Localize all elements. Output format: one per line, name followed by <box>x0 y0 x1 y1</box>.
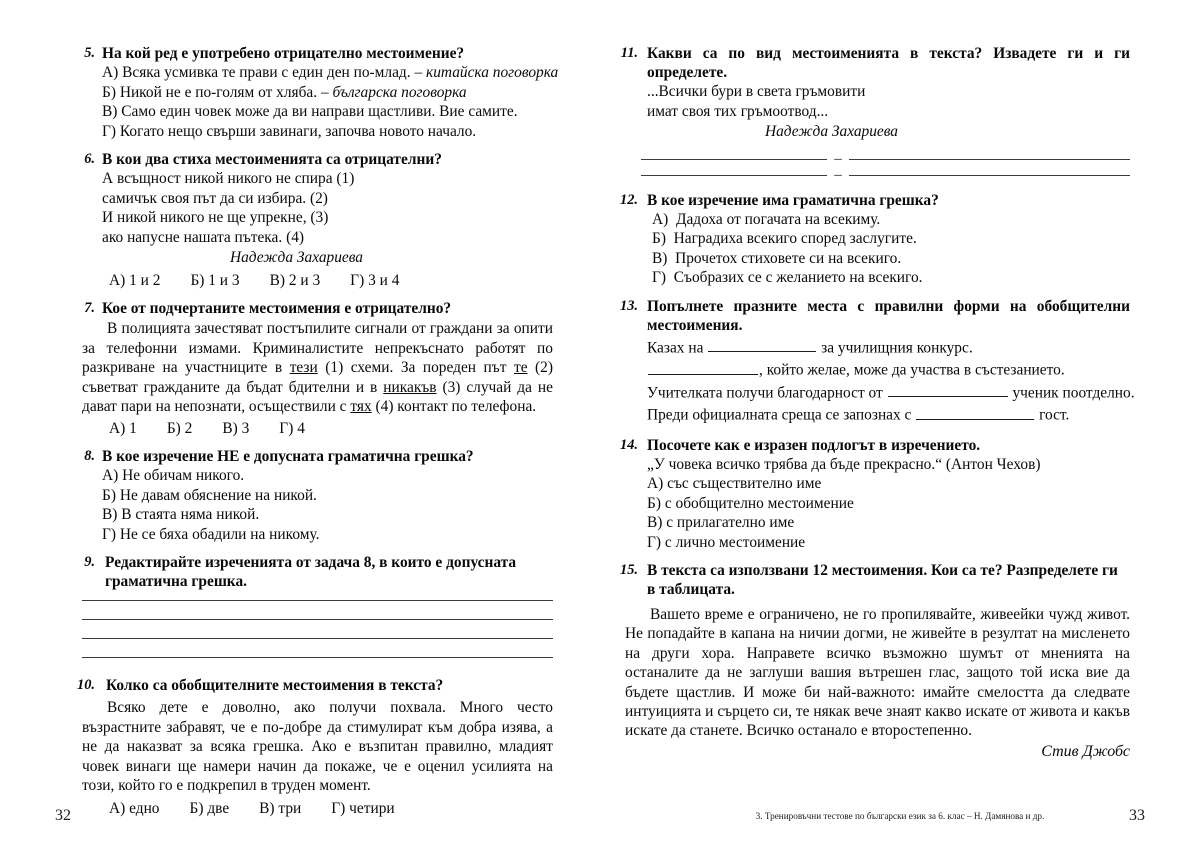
option-item[interactable] <box>350 271 399 290</box>
answer-pair-row <box>641 166 1130 183</box>
fill-after: ученик поотделно. <box>1008 384 1135 402</box>
underlined-pronoun-1: тези <box>289 359 318 377</box>
answer-line-long[interactable] <box>849 175 1130 176</box>
question-6-heading <box>82 150 553 169</box>
option-letter: Б) <box>189 799 204 817</box>
option-letter: Г) <box>647 533 662 551</box>
question-12-options <box>652 210 1130 288</box>
option-text: Когато нещо свърши завинаги, започва новото начало. <box>119 122 477 140</box>
page-number-left: 32 <box>55 807 71 824</box>
option-row[interactable] <box>102 486 553 505</box>
option-text: Не обичам никого. <box>122 467 245 485</box>
question-6-number: 6. <box>84 151 95 168</box>
option-text: 4 <box>297 419 305 437</box>
question-13-heading <box>620 297 1130 335</box>
option-text: едно <box>129 799 160 817</box>
option-item[interactable] <box>190 799 230 818</box>
option-letter: Г) <box>102 525 117 543</box>
option-row[interactable] <box>652 268 1130 287</box>
option-row[interactable] <box>102 466 553 485</box>
fill-in-line <box>647 359 1130 382</box>
question-7-number: 7. <box>84 300 95 317</box>
question-10 <box>77 676 553 818</box>
question-9-number: 9. <box>84 554 95 571</box>
question-9 <box>82 553 553 658</box>
question-7-heading <box>82 299 553 318</box>
answer-line[interactable] <box>82 638 553 639</box>
question-7-paragraph <box>82 319 553 416</box>
question-12 <box>620 191 1130 288</box>
option-text: 2 <box>184 419 193 437</box>
option-text: Само един човек може да ви направи щастливи. Вие самите. <box>121 103 518 121</box>
answer-line[interactable] <box>82 619 553 620</box>
option-item[interactable] <box>270 271 321 290</box>
answer-line-short[interactable] <box>641 159 827 160</box>
option-letter: В) <box>647 514 663 532</box>
option-letter: Б) <box>190 271 205 289</box>
question-13 <box>620 297 1135 427</box>
paragraph-text: В полицията зачестяват постъпилите сигнали от граждани за опити за телефонни измами. Криминалистите непрекъснато работят по разкриване на участниците в <box>82 320 553 377</box>
question-5-options <box>102 63 559 141</box>
question-5-number: 5. <box>84 45 95 61</box>
option-text: Дадоха от погачата на всекиму. <box>675 210 881 228</box>
question-6-verse <box>102 169 553 267</box>
question-6 <box>82 150 553 290</box>
option-text: 1 и 3 <box>208 271 240 289</box>
pair-separator: – <box>834 150 842 167</box>
option-item[interactable] <box>167 419 193 438</box>
question-12-title: В кое изречение има граматична грешка? <box>647 191 939 209</box>
paragraph-text: (3) случай да не дават пари на непознати, осъществили с <box>82 378 553 416</box>
option-text: Никой не е по-голям от хляба. – <box>119 83 333 101</box>
option-letter: Б) <box>102 486 116 504</box>
option-letter: Г) <box>279 419 294 437</box>
option-text: 1 <box>129 419 137 437</box>
paragraph-text: (1) схеми. За пореден път <box>317 359 514 377</box>
option-letter: Г) <box>652 269 667 287</box>
option-text: с лично местоимение <box>664 533 806 551</box>
question-7-inline-options <box>109 419 553 438</box>
option-text: 3 и 4 <box>368 271 400 289</box>
option-text: Не се бяха обадили на никому. <box>119 525 320 543</box>
question-11-answer-area <box>625 150 1130 183</box>
option-text: Прочетох стиховете си на всекиго. <box>675 249 902 267</box>
verse-line: И никой никого не ще упрекне, (3) <box>102 209 329 227</box>
option-letter: Б) <box>647 494 661 512</box>
question-13-number: 13. <box>620 297 638 314</box>
option-letter: В) <box>102 103 118 121</box>
question-6-title: В кои два стиха местоименията са отрицателни? <box>102 151 442 169</box>
question-15-heading <box>620 561 1130 599</box>
underlined-pronoun-2: те <box>513 359 528 377</box>
question-8-heading <box>82 447 553 466</box>
option-letter: Г) <box>350 271 365 289</box>
option-letter: В) <box>652 249 668 267</box>
option-letter: В) <box>102 506 118 524</box>
option-row[interactable] <box>647 513 1130 532</box>
running-footer: 3. Тренировъчни тестове по български език за 6. клас – Н. Дамянова и др. <box>755 811 1045 821</box>
option-letter: А) <box>102 467 119 485</box>
fill-in-blank[interactable] <box>648 359 758 375</box>
question-11-verse <box>647 82 1130 141</box>
option-text: с обобщително местоимение <box>664 494 854 512</box>
pair-separator: – <box>834 166 842 183</box>
question-10-paragraph: Всяко дете е доволно, ако получи похвала. Много често възрастните забравят, че е по-добре да стимулират към добра изява, а не да наказват за всяка грешка. Ако е възпитан правилно, младият човек винаги ще намери начин да покаже, че е оценил усилията на този, който го е подкрепил в труден момент. <box>82 699 553 795</box>
page-right <box>600 0 1200 852</box>
question-6-inline-options <box>109 271 553 290</box>
question-8-number: 8. <box>84 448 95 465</box>
page-number-right: 33 <box>1129 807 1145 824</box>
question-13-title: Попълнете празните места с правилни форми на обобщителни местоимения. <box>647 297 1130 334</box>
fill-after: гост. <box>1035 406 1070 424</box>
option-text: 1 и 2 <box>129 271 161 289</box>
verse-attribution: Надежда Захариева <box>230 249 364 267</box>
option-letter: Б) <box>652 230 666 248</box>
question-11-number: 11. <box>620 45 638 61</box>
question-11 <box>620 44 1130 183</box>
fill-before: Учителката получи благодарност от <box>647 384 887 402</box>
question-15-attribution: Стив Джобс <box>1041 742 1130 760</box>
fill-in-blank[interactable] <box>916 404 1034 420</box>
question-14 <box>620 436 1130 553</box>
question-10-title: Колко са обобщителните местоимения в текста? <box>106 677 444 695</box>
option-letter: А) <box>652 210 669 228</box>
question-5 <box>82 44 559 141</box>
question-14-body <box>647 455 1130 552</box>
fill-in-blank[interactable] <box>888 382 1008 398</box>
fill-in-line <box>647 404 1130 427</box>
question-14-number: 14. <box>620 436 638 453</box>
question-9-answer-area <box>82 600 553 658</box>
option-text: 2 и 3 <box>288 271 321 289</box>
fill-before: Казах на <box>647 339 708 357</box>
option-row[interactable] <box>102 102 553 121</box>
option-source: китайска поговорка <box>426 64 559 82</box>
option-row[interactable] <box>652 210 1130 229</box>
option-letter: А) <box>109 799 126 817</box>
fill-after: , който желае, може да участва в състезанието. <box>759 361 1065 379</box>
option-letter: В) <box>222 419 238 437</box>
question-13-fill-in-area <box>647 337 1135 427</box>
paragraph-text: (2) съветват гражданите да бъдат бдителни и в <box>82 359 554 396</box>
underlined-pronoun-4: тях <box>350 398 372 416</box>
option-row[interactable] <box>652 229 1130 248</box>
option-letter: В) <box>269 271 285 289</box>
left-column <box>77 44 559 818</box>
option-item[interactable] <box>190 271 239 290</box>
verse-line: имат своя тих гръмоотвод... <box>647 102 829 120</box>
question-10-heading <box>77 676 553 695</box>
question-10-inline-options <box>109 799 553 818</box>
option-text: 3 <box>241 419 250 437</box>
option-text: със съществително име <box>667 475 822 493</box>
question-5-title: На кой ред е употребено отрицателно местоимение? <box>102 45 465 62</box>
question-12-heading <box>620 191 1130 210</box>
option-row[interactable] <box>102 505 553 524</box>
option-text: четири <box>349 799 395 817</box>
option-letter: Б) <box>102 83 116 101</box>
option-row[interactable] <box>102 525 553 544</box>
paragraph-text: (4) контакт по телефона. <box>371 398 537 416</box>
answer-line-long[interactable] <box>849 159 1130 160</box>
option-row[interactable] <box>102 63 559 82</box>
option-text: Съобразих се с желанието на всекиго. <box>673 269 923 287</box>
question-9-heading <box>82 553 553 591</box>
underlined-pronoun-3: никакъв <box>383 378 437 396</box>
option-row[interactable] <box>652 249 1130 268</box>
verse-attribution: Надежда Захариева <box>765 123 899 141</box>
question-14-heading <box>620 436 1130 455</box>
question-10-number: 10. <box>77 677 95 694</box>
question-7-title: Кое от подчертаните местоимения е отрицателно? <box>102 300 452 318</box>
option-letter: А) <box>102 64 119 82</box>
verse-line: ако напусне нашата пътека. (4) <box>102 228 305 246</box>
option-letter: А) <box>109 271 126 289</box>
answer-line[interactable] <box>82 600 553 601</box>
option-letter: Б) <box>166 419 181 437</box>
question-8-title: В кое изречение НЕ е допусната граматична грешка? <box>102 448 474 466</box>
option-row[interactable] <box>647 494 1130 513</box>
question-14-quote: „У човека всичко трябва да бъде прекрасно.“ (Антон Чехов) <box>647 455 1041 473</box>
option-text: три <box>278 799 302 817</box>
option-text: В стаята няма никой. <box>121 506 260 524</box>
verse-line: самичък своя път да си избира. (2) <box>102 189 328 207</box>
fill-before: Преди официалната среща се запознах с <box>647 406 916 424</box>
option-text: с прилагателно име <box>666 514 795 532</box>
option-letter: А) <box>109 419 126 437</box>
question-14-title: Посочете как е изразен подлогът в изречението. <box>647 436 981 454</box>
option-text: две <box>207 799 230 817</box>
option-letter: В) <box>259 799 275 817</box>
question-8 <box>82 447 553 544</box>
option-item[interactable] <box>109 419 137 438</box>
option-text: Не давам обяснение на никой. <box>119 486 317 504</box>
verse-line: ...Всички бури в света гръмовити <box>647 83 866 101</box>
option-item[interactable] <box>222 419 249 438</box>
option-row[interactable] <box>647 474 1130 493</box>
option-letter: Г) <box>331 799 346 817</box>
option-source: българска поговорка <box>332 83 467 101</box>
question-15-number: 15. <box>620 562 638 579</box>
question-8-options <box>102 466 553 544</box>
fill-in-line <box>647 382 1135 405</box>
question-15-paragraph: Вашето време е ограничено, не го пропилявайте, живеейки чужд живот. Не попадайте в капана на ничии догми, не живейте в резултат на мисленето на други хора. Направете всичко възможно шумът от мненията на останалите да не заглуши вашия вътрешен глас, защото той иска вие да бъдете щастлив. И може би най-важното: имайте смелостта да следвате интуицията и сърцето си, те някак вече знаят какво искате от живота и какъв искате да станете. Всичко останало е второстепенно. <box>625 605 1130 740</box>
question-15-title: В текста са използвани 12 местоимения. Кои са те? Разпределете ги в таблицата. <box>647 562 1118 599</box>
question-7 <box>82 299 553 438</box>
question-11-title: Какви са по вид местоименията в текста? Извадете ги и ги определете. <box>647 45 1130 82</box>
option-item[interactable] <box>331 799 394 818</box>
question-5-heading <box>82 44 553 63</box>
fill-in-line <box>647 337 1130 360</box>
question-11-heading <box>620 44 1130 82</box>
fill-after: за училищния конкурс. <box>817 339 973 357</box>
question-12-number: 12. <box>620 191 638 208</box>
option-item[interactable] <box>109 271 160 290</box>
option-row[interactable] <box>102 122 553 141</box>
option-text: Всяка усмивка те прави с един ден по-млад. – <box>122 64 426 82</box>
right-column <box>620 44 1135 761</box>
option-item[interactable] <box>279 419 305 438</box>
answer-line-short[interactable] <box>641 175 827 176</box>
option-letter: А) <box>647 475 664 493</box>
fill-in-blank[interactable] <box>708 337 816 353</box>
option-item[interactable] <box>109 799 160 818</box>
option-row[interactable] <box>102 83 553 102</box>
option-row[interactable] <box>647 533 1130 552</box>
option-text: Наградиха всекиго според заслугите. <box>673 230 917 248</box>
option-letter: Г) <box>102 122 117 140</box>
question-15 <box>620 561 1130 761</box>
question-9-title: Редактирайте изреченията от задача 8, в които е допусната граматична грешка. <box>105 554 517 591</box>
verse-line: А всъщност никой никого не спира (1) <box>102 170 355 188</box>
option-item[interactable] <box>259 799 301 818</box>
answer-line[interactable] <box>82 657 553 658</box>
answer-pair-row <box>641 150 1130 167</box>
